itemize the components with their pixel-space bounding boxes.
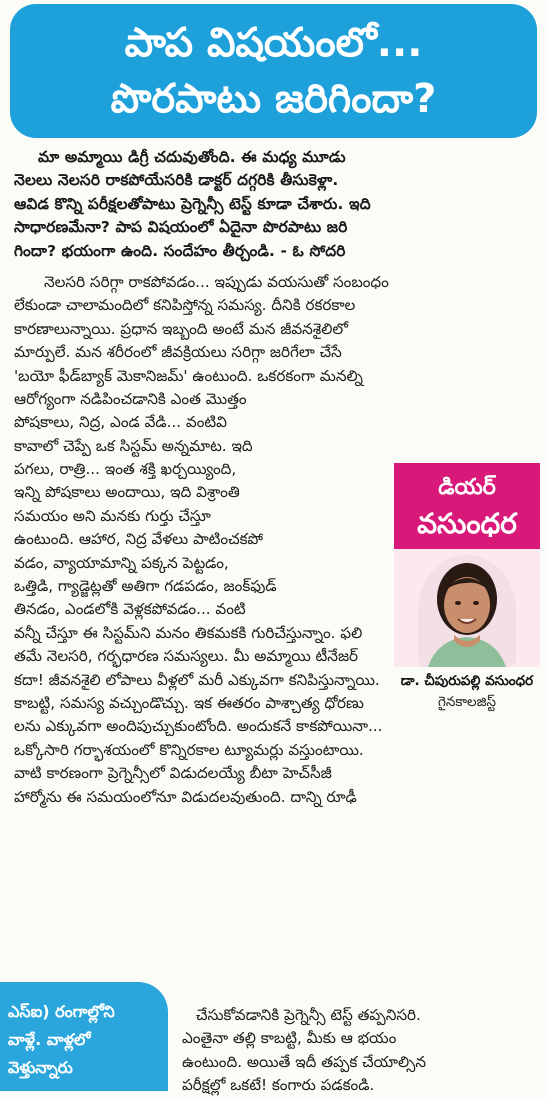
- answer-line: వడం, వ్యాయామాన్ని పక్కన పెట్టడం,: [14, 553, 229, 572]
- headline-line-2: పొరపాటు జరిగిందా?: [110, 76, 437, 122]
- answer-line: వన్నీ చేస్తూ ఈ సిస్టమ్‌ని మనం తికమకకి గురిచేస్తున్నాం. ఫలి: [14, 623, 363, 642]
- answer-line: ఒక్కోసారి గర్భాశయంలో కొన్నిరకాల ట్యూమర్లు వస్తుంటాయి.: [14, 740, 364, 759]
- answer-line: పోషకాలు, నిద్ర, ఎండ వేడి... వంటివి: [14, 413, 227, 432]
- headline-line-1: పాప విషయంలో...: [124, 20, 423, 66]
- question-line: మా అమ్మాయి డిగ్రీ చదువుతోంది. ఈ మధ్య మూడు: [38, 148, 346, 166]
- badge-line-2: వసుంధర: [417, 507, 517, 540]
- question-line: సాధారణమేనా? పాప విషయంలో ఏదైనా పొరపాటు జరి: [14, 218, 348, 237]
- answer-line: తమే నెలసరి, గర్భధారణ సమస్యలు. మీ అమ్మాయి టీనేజర్: [14, 647, 359, 666]
- answer-line: పగలు, రాత్రి... ఇంత శక్తి ఖర్చయ్యింది,: [14, 460, 237, 479]
- answer-line: వాటి కారణంగా ప్రెగ్నెన్సీలో విడుదలయ్యే బీటా హెచ్‌సీజీ: [14, 764, 332, 783]
- answer-line: నెలసరి సరిగ్గా రాకపోవడం... ఇప్పుడు వయసుతో సంబంధం: [44, 272, 389, 291]
- answer-line: హార్మోను ఈ సమయంలోనూ విడుదలవుతుంది. దాన్ని రూఢీ: [14, 787, 357, 806]
- reader-question: [14, 146, 536, 263]
- column-badge: [394, 463, 540, 549]
- answer-line: చేసుకోవడానికి ప్రెగ్నెన్సీ టెస్ట్ తప్పనిసరి.: [196, 1006, 421, 1024]
- answer-line: కావాలో చెప్పే ఒక సిస్టమ్ అన్నమాట. ఇది: [14, 436, 253, 455]
- answer-line: తినడం, ఎండలోకి వెళ్లకపోవడం... వంటి: [14, 600, 246, 619]
- question-line: నెలలు నెలసరి రాకపోయేసరికి డాక్టర్ దగ్గరికి తీసుకెళ్లా.: [14, 171, 339, 190]
- answer-line: ఎంతైనా తల్లి కాబట్టి, మీకు ఆ భయం: [182, 1029, 397, 1048]
- author-portrait-icon: [418, 555, 516, 667]
- answer-line: ఉంటుంది. ఆహార, నిద్ర వేళలు పాటించకపో: [14, 530, 264, 549]
- answer-line: కారణాలున్నాయి. ప్రధాన ఇబ్బంది అంటే మన జీవనశైలిలో: [14, 319, 348, 338]
- answer-line: కదా! జీవనశైలి లోపాలు వీళ్లలో మరీ ఎక్కువగా కనిపిస్తున్నాయి.: [14, 670, 380, 689]
- answer-line: ఇన్ని పోషకాలు అందాయి, ఇది విశ్రాంతి: [14, 483, 240, 502]
- answer-line: ఆరోగ్యంగా నడిపించడానికి ఎంత మొత్తం: [14, 389, 247, 408]
- answer-line: పరీక్షల్లో ఒకటే! కంగారు పడకండి.: [182, 1076, 375, 1095]
- author-byline: [394, 463, 540, 727]
- answer-line: లను ఎక్కువగా అందిపుచ్చుకుంటోంది. అందుకనే కాకపోయినా...: [14, 717, 383, 736]
- author-role: గైనకాలజిస్ట్: [438, 694, 496, 710]
- teaser-line: ఎస్‌ఐ) రంగాల్లోని: [8, 1002, 115, 1021]
- author-photo-frame: [394, 549, 540, 667]
- answer-wrapped-block: [14, 388, 392, 622]
- question-line: ఆవిడ కొన్ని పరీక్షలతోపాటు ప్రెగ్నెన్సీ టెస్ట్ కూడా చేశారు. ఇది: [14, 194, 371, 213]
- badge-line-1: డియర్: [438, 475, 496, 500]
- teaser-line: వాళ్లే. వాళ్లలో: [8, 1030, 91, 1049]
- question-line: గిందా? భయంగా ఉంది. సందేహం తీర్చండి. - ఓ సోదరి: [14, 241, 346, 260]
- answer-line: సమయం అని మనకు గుర్తు చేస్తూ: [14, 506, 211, 525]
- answer-line: 'బయో ఫీడ్‌బ్యాక్ మెకానిజమ్' ఉంటుంది. ఒకరకంగా మనల్ని: [14, 366, 363, 385]
- author-name: డా. చీపురుపల్లి వసుంధర: [400, 673, 534, 689]
- answer-line: ఉంటుంది. అయితే ఇదీ తప్పక చేయాల్సిన: [182, 1052, 426, 1071]
- teaser-line: వెళ్తున్నారు: [8, 1058, 73, 1077]
- answer-closing: [182, 1004, 542, 1098]
- answer-line: కాబట్టి, సమస్య వచ్చుండొచ్చు. ఇక ఈతరం పాశ్చాత్య ధోరణు: [14, 693, 364, 712]
- answer-line: లేకుండా చాలామందిలో కనిపిస్తోన్న సమస్య. దీనికి రకరకాల: [14, 296, 356, 315]
- headline-banner: [10, 4, 537, 138]
- answer-line: ఒత్తిడి, గ్యాడ్జెట్లతో అతిగా గడపడం, జంక్‌ఫుడ్: [14, 577, 277, 596]
- answer-line: మార్పులే. మన శరీరంలో జీవక్రియలు సరిగ్గా జరిగేలా చేసే: [14, 343, 342, 362]
- author-photo: [418, 555, 516, 667]
- teaser-box: [0, 982, 168, 1091]
